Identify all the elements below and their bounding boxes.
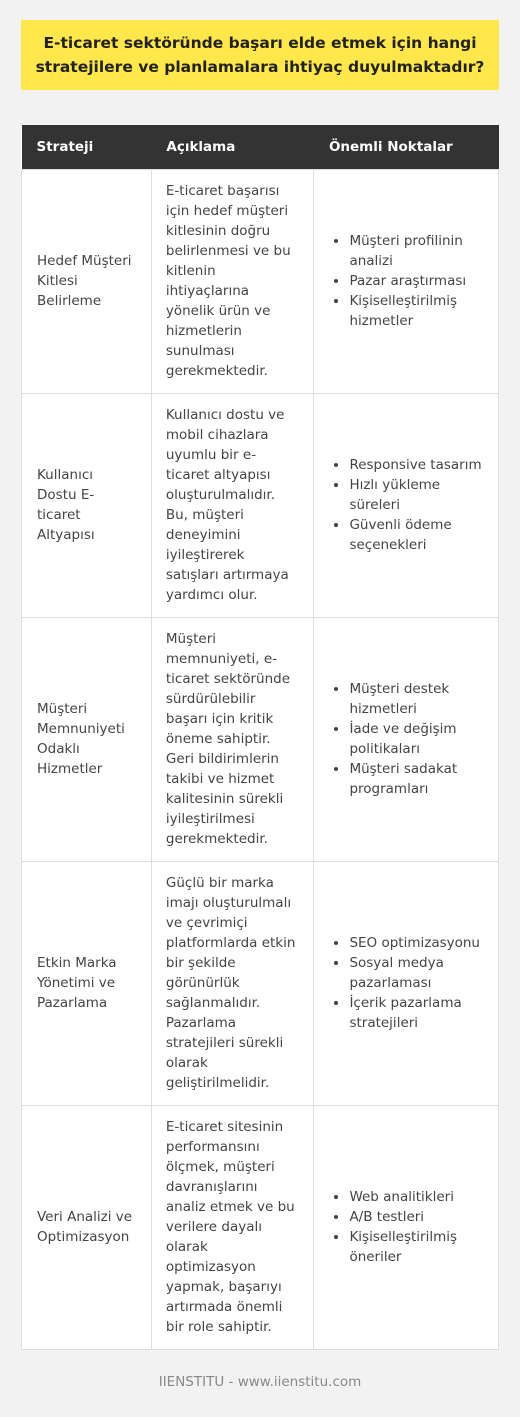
key-points-list bbox=[329, 679, 483, 799]
page-title: E-ticaret sektöründe başarı elde etmek için hangi stratejilere ve planlamalara ihtiyaç duyulmaktadır? bbox=[35, 34, 485, 76]
key-points-cell bbox=[314, 393, 499, 617]
table-row bbox=[22, 169, 499, 393]
key-points-list bbox=[329, 1187, 483, 1267]
key-points-list bbox=[329, 231, 483, 331]
strategy-table bbox=[21, 125, 499, 1350]
strategy-cell: Etkin Marka Yönetimi ve Pazarlama bbox=[22, 861, 152, 1105]
description-cell: Kullanıcı dostu ve mobil cihazlara uyumlu bir e-ticaret altyapısı oluşturulmalıdır. Bu, müşteri deneyimini iyileştirerek satışları artırmaya yardımcı olur. bbox=[151, 393, 314, 617]
list-item: • A/B testleri bbox=[349, 1207, 483, 1227]
table-row bbox=[22, 1105, 499, 1349]
list-item: • Müşteri sadakat programları bbox=[349, 759, 483, 799]
key-points-cell bbox=[314, 169, 499, 393]
key-points-list bbox=[329, 933, 483, 1033]
description-cell: Müşteri memnuniyeti, e-ticaret sektöründe sürdürülebilir başarı için kritik öneme sahiptir. Geri bildirimlerin takibi ve hizmet kalitesinin sürekli iyileştirilmesi gerekmektedir. bbox=[151, 617, 314, 861]
strategy-cell: Müşteri Memnuniyeti Odaklı Hizmetler bbox=[22, 617, 152, 861]
column-header-description: Açıklama bbox=[151, 125, 314, 169]
list-item: • SEO optimizasyonu bbox=[349, 933, 483, 953]
key-points-cell bbox=[314, 617, 499, 861]
strategy-cell: Kullanıcı Dostu E-ticaret Altyapısı bbox=[22, 393, 152, 617]
strategy-cell: Hedef Müşteri Kitlesi Belirleme bbox=[22, 169, 152, 393]
list-item: • Hızlı yükleme süreleri bbox=[349, 475, 483, 515]
column-header-key-points: Önemli Noktalar bbox=[314, 125, 499, 169]
list-item: • Müşteri destek hizmetleri bbox=[349, 679, 483, 719]
column-header-strategy: Strateji bbox=[22, 125, 152, 169]
table-row bbox=[22, 393, 499, 617]
key-points-cell bbox=[314, 861, 499, 1105]
table-row bbox=[22, 617, 499, 861]
list-item: • Müşteri profilinin analizi bbox=[349, 231, 483, 271]
title-banner bbox=[21, 20, 499, 90]
table-row bbox=[22, 861, 499, 1105]
list-item: • İçerik pazarlama stratejileri bbox=[349, 993, 483, 1033]
key-points-cell bbox=[314, 1105, 499, 1349]
key-points-list bbox=[329, 455, 483, 555]
list-item: • Kişiselleştirilmiş hizmetler bbox=[349, 291, 483, 331]
list-item: • Web analitikleri bbox=[349, 1187, 483, 1207]
list-item: • Güvenli ödeme seçenekleri bbox=[349, 515, 483, 555]
list-item: • İade ve değişim politikaları bbox=[349, 719, 483, 759]
strategy-cell: Veri Analizi ve Optimizasyon bbox=[22, 1105, 152, 1349]
list-item: • Sosyal medya pazarlaması bbox=[349, 953, 483, 993]
list-item: • Pazar araştırması bbox=[349, 271, 483, 291]
list-item: • Responsive tasarım bbox=[349, 455, 483, 475]
table-header-row bbox=[22, 125, 499, 169]
description-cell: E-ticaret sitesinin performansını ölçmek, müşteri davranışlarını analiz etmek ve bu verilere dayalı olarak optimizasyon yapmak, başarıyı artırmada önemli bir role sahiptir. bbox=[151, 1105, 314, 1349]
footer-credit: IIENSTITU - www.iienstitu.com bbox=[158, 1374, 362, 1390]
list-item: • Kişiselleştirilmiş öneriler bbox=[349, 1227, 483, 1267]
description-cell: Güçlü bir marka imajı oluşturulmalı ve çevrimiçi platformlarda etkin bir şekilde görünürlük sağlanmalıdır. Pazarlama stratejileri sürekli olarak geliştirilmelidir. bbox=[151, 861, 314, 1105]
description-cell: E-ticaret başarısı için hedef müşteri kitlesinin doğru belirlenmesi ve bu kitlenin ihtiyaçlarına yönelik ürün ve hizmetlerin sunulması gerekmektedir. bbox=[151, 169, 314, 393]
